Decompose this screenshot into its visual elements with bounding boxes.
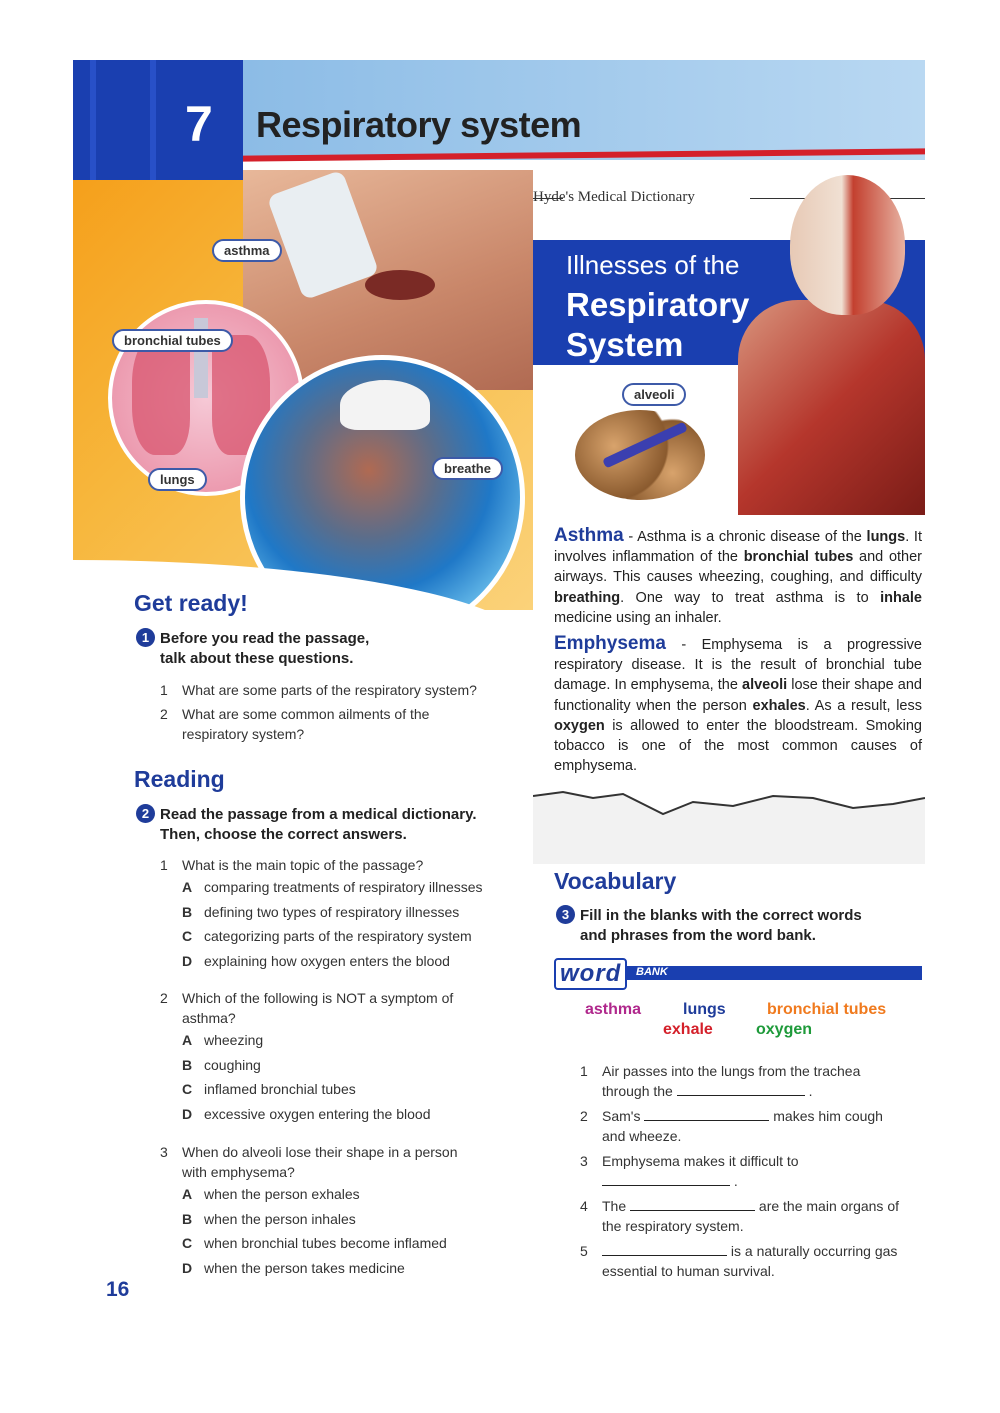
blank-input[interactable] xyxy=(602,1241,727,1256)
question-number: 3 xyxy=(160,1144,168,1160)
reading-heading: Reading xyxy=(134,766,225,792)
item-text: Sam's xyxy=(602,1108,641,1124)
option-letter: A xyxy=(182,1186,193,1202)
option-text: when bronchial tubes become inflamed xyxy=(204,1235,447,1252)
question-number: 2 xyxy=(160,706,168,722)
reading-question-1 xyxy=(160,855,520,974)
definition-emphysema xyxy=(554,634,922,776)
keyword: oxygen xyxy=(554,717,605,734)
word-bank-item[interactable]: oxygen xyxy=(756,1021,813,1038)
item-number: 3 xyxy=(580,1153,588,1169)
blank-input[interactable] xyxy=(677,1081,805,1096)
keyword: inhale xyxy=(880,589,922,606)
tag-alveoli: alveoli xyxy=(622,383,686,406)
torn-paper-edge xyxy=(533,784,925,864)
def-text: . As a result, less xyxy=(805,697,922,714)
answer-option-c[interactable] xyxy=(160,1231,520,1256)
option-letter: D xyxy=(182,1106,193,1123)
def-text: . It involves inflammation of the xyxy=(554,529,922,566)
exercise1-instruction xyxy=(136,628,496,669)
left-lung-shape xyxy=(132,335,190,455)
item-text: . xyxy=(733,1173,738,1189)
answer-option-d[interactable] xyxy=(160,1256,520,1281)
option-text: wheezing xyxy=(204,1032,264,1048)
reading-question-3 xyxy=(160,1142,520,1281)
dictionary-source: Hyde's Medical Dictionary xyxy=(533,189,695,205)
word-bank-item[interactable]: exhale xyxy=(663,1021,713,1038)
option-text: explaining how oxygen enters the blood xyxy=(204,953,450,970)
item-text: essential to human survival. xyxy=(602,1263,775,1279)
keyword: lungs xyxy=(866,529,906,545)
exercise-number-badge: 1 xyxy=(136,628,155,647)
option-text: when the person takes medicine xyxy=(204,1260,405,1277)
answer-option-b[interactable] xyxy=(160,1053,520,1078)
item-text: and wheeze. xyxy=(602,1128,682,1144)
alveoli-illustration xyxy=(575,410,705,500)
option-letter: C xyxy=(182,928,193,945)
word-bank-item[interactable]: lungs xyxy=(683,1001,726,1018)
item-text: is a naturally occurring gas xyxy=(730,1243,898,1259)
exercise2-instruction xyxy=(136,804,516,845)
option-letter: C xyxy=(182,1235,193,1252)
item-text: are the main organs of xyxy=(758,1198,899,1214)
option-letter: B xyxy=(182,1056,193,1073)
question-text: Which of the following is NOT a symptom of xyxy=(182,990,454,1006)
header-stripe xyxy=(90,60,96,180)
option-text: when the person inhales xyxy=(204,1210,356,1227)
word-bank-item[interactable]: asthma xyxy=(585,1001,642,1018)
chapter-number-block xyxy=(73,60,243,180)
question-text: When do alveoli lose their shape in a person xyxy=(182,1144,458,1160)
term-emphysema: Emphysema xyxy=(554,633,666,654)
instruction-line: Fill in the blanks with the correct words xyxy=(580,907,862,924)
question-text: What are some parts of the respiratory system? xyxy=(182,682,477,698)
keyword: bronchial tubes xyxy=(743,549,854,566)
vocab-item-3 xyxy=(580,1151,925,1191)
answer-option-c[interactable] xyxy=(160,1077,520,1102)
answer-option-c[interactable] xyxy=(160,924,520,949)
reading-question-2 xyxy=(160,988,520,1127)
answer-option-d[interactable] xyxy=(160,1102,520,1127)
answer-option-a[interactable] xyxy=(160,1028,520,1053)
tag-asthma: asthma xyxy=(212,239,282,262)
vocab-item-1 xyxy=(580,1061,925,1101)
option-text: coughing xyxy=(204,1056,261,1073)
chapter-title: Respiratory system xyxy=(256,104,582,145)
option-letter: A xyxy=(182,879,193,895)
exercise-number-badge: 3 xyxy=(556,905,575,924)
illnesses-title-line3: System xyxy=(566,326,684,363)
illnesses-title-main xyxy=(566,285,749,365)
option-letter: B xyxy=(182,903,193,920)
item-text: the respiratory system. xyxy=(602,1218,744,1234)
option-text: when the person exhales xyxy=(204,1186,360,1202)
word-bank-logo: word xyxy=(554,958,627,990)
instruction-line: Read the passage from a medical dictionary. xyxy=(160,806,477,823)
question-text-cont: asthma? xyxy=(182,1010,236,1026)
illnesses-title-line2: Respiratory xyxy=(566,286,750,323)
question-text-cont: with emphysema? xyxy=(182,1164,295,1180)
swim-cap-shape xyxy=(340,380,430,430)
item-text: The xyxy=(602,1198,627,1214)
option-letter: C xyxy=(182,1081,193,1098)
term-asthma: Asthma xyxy=(554,525,624,546)
tag-bronchial-tubes: bronchial tubes xyxy=(112,329,233,352)
item-number: 4 xyxy=(580,1198,588,1214)
tag-breathe: breathe xyxy=(432,457,503,480)
anatomy-model-torso xyxy=(738,300,925,515)
instruction-line: talk about these questions. xyxy=(160,650,354,667)
option-text: defining two types of respiratory illnesses xyxy=(204,903,460,920)
option-text: categorizing parts of the respiratory system xyxy=(204,928,472,945)
option-letter: D xyxy=(182,953,193,970)
word-bank-item[interactable]: bronchial tubes xyxy=(767,1001,887,1018)
illnesses-title-line1: Illnesses of the xyxy=(566,250,740,280)
vocab-item-5 xyxy=(580,1241,925,1281)
instruction-line: Then, choose the correct answers. xyxy=(160,826,407,843)
def-text: is allowed to enter the bloodstream. Smoking tobacco is one of the most common causes of emphysema. xyxy=(554,717,922,775)
header-stripe xyxy=(150,60,156,180)
blank-input[interactable] xyxy=(630,1196,755,1211)
item-text: through the xyxy=(602,1083,673,1099)
option-text: excessive oxygen entering the blood xyxy=(204,1106,431,1123)
item-number: 5 xyxy=(580,1243,588,1259)
item-number: 2 xyxy=(580,1108,588,1124)
instruction-line: and phrases from the word bank. xyxy=(580,927,816,944)
get-ready-heading: Get ready! xyxy=(134,590,248,616)
item-number: 1 xyxy=(580,1063,588,1079)
option-letter: B xyxy=(182,1210,193,1227)
def-text: . One way to treat asthma is to xyxy=(620,589,881,606)
item-text: makes him cough xyxy=(773,1108,883,1124)
def-text: - Emphysema is a progressive respiratory disease. It is the result of bronchial tube damage. In emphysema, the xyxy=(554,637,922,694)
keyword: breathing xyxy=(554,589,621,606)
def-text: - Asthma is a chronic disease of the xyxy=(623,529,867,545)
tag-lungs: lungs xyxy=(148,468,207,491)
question-item xyxy=(160,680,510,700)
mouth-image xyxy=(365,270,435,300)
instruction-line: Before you read the passage, xyxy=(160,630,370,647)
vocab-item-2 xyxy=(580,1106,925,1146)
anatomy-model-head xyxy=(790,175,905,315)
word-bank-label: BANK xyxy=(636,966,668,978)
chapter-number: 7 xyxy=(185,96,213,152)
item-text: Emphysema makes it difficult to xyxy=(602,1153,799,1169)
exercise3-instruction xyxy=(556,905,926,946)
exercise-number-badge: 2 xyxy=(136,804,155,823)
blank-input[interactable] xyxy=(602,1171,730,1186)
page-number: 16 xyxy=(106,1278,130,1301)
vocab-item-4 xyxy=(580,1196,925,1236)
question-number: 1 xyxy=(160,682,168,698)
answer-option-d[interactable] xyxy=(160,949,520,974)
option-letter: A xyxy=(182,1032,193,1048)
question-number: 1 xyxy=(160,857,168,873)
keyword: exhales xyxy=(752,697,806,714)
item-text: Air passes into the lungs from the trachea xyxy=(602,1063,861,1079)
item-text: . xyxy=(808,1083,813,1099)
option-text: inflamed bronchial tubes xyxy=(204,1081,356,1098)
blank-input[interactable] xyxy=(644,1106,769,1121)
vocabulary-heading: Vocabulary xyxy=(554,868,677,894)
question-text: What are some common ailments of the xyxy=(182,706,430,722)
answer-option-a[interactable] xyxy=(160,875,520,900)
def-text: and other airways. This causes wheezing, coughing, and difficulty xyxy=(554,549,922,586)
keyword: alveoli xyxy=(742,677,788,694)
def-text: medicine using an inhaler. xyxy=(554,609,722,626)
question-text: What is the main topic of the passage? xyxy=(182,857,424,873)
answer-option-a[interactable] xyxy=(160,1182,520,1207)
answer-option-b[interactable] xyxy=(160,1207,520,1232)
option-text: comparing treatments of respiratory illnesses xyxy=(204,879,483,895)
question-text-cont: respiratory system? xyxy=(182,726,305,742)
answer-option-b[interactable] xyxy=(160,900,520,925)
option-letter: D xyxy=(182,1260,193,1277)
question-item xyxy=(160,704,510,744)
question-number: 2 xyxy=(160,990,168,1006)
definition-asthma xyxy=(554,526,922,628)
def-text: lose their shape and functionality when the person xyxy=(554,677,922,714)
